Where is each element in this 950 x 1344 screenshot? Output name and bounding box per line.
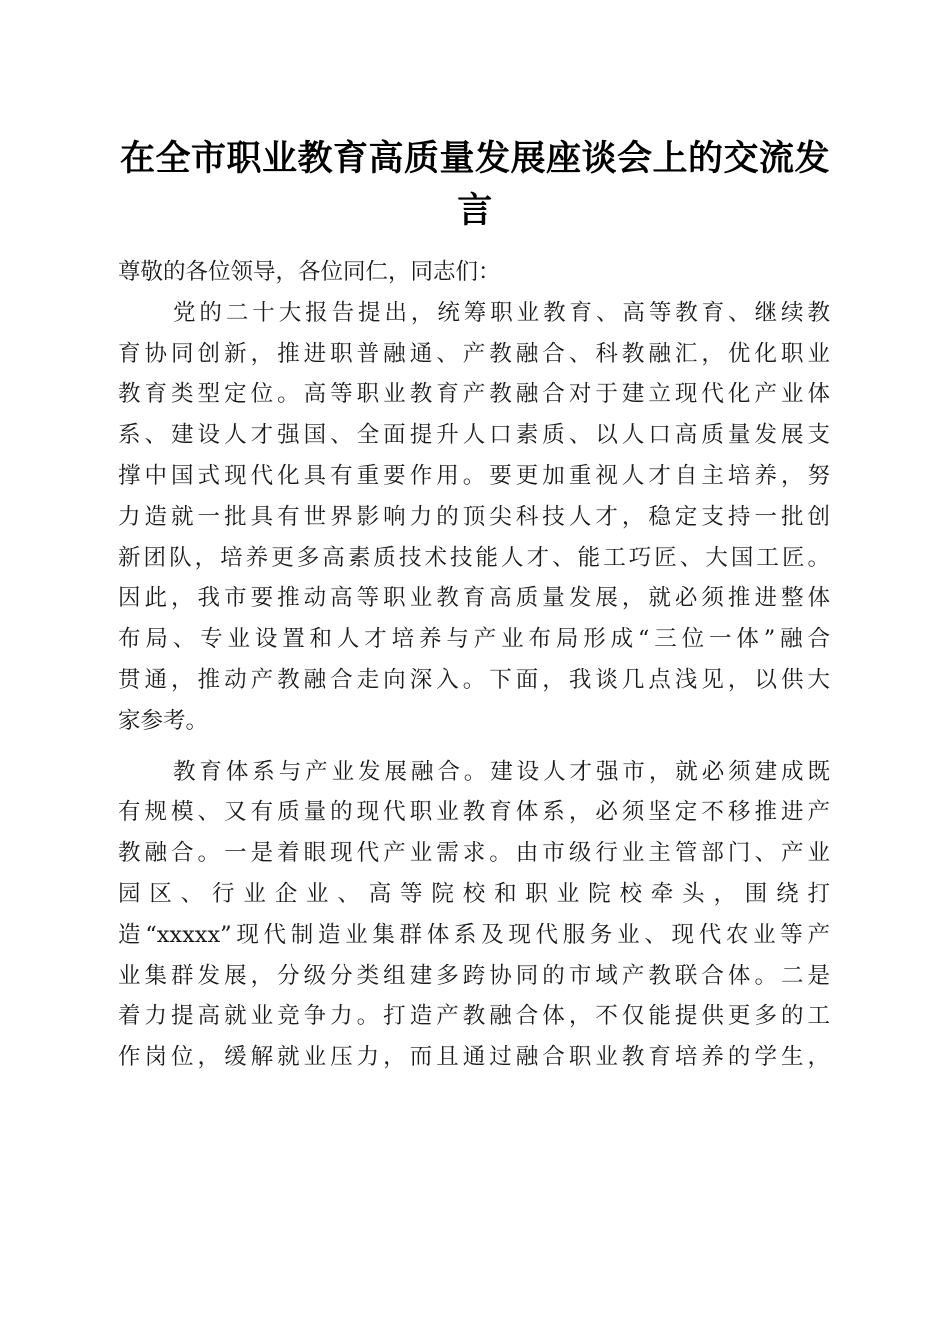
paragraph-line: 力造就一批具有世界影响力的顶尖科技人才，稳定支持一批创 [118,503,830,530]
paragraph-line: 育协同创新，推进职普融通、产教融合、科教融汇，优化职业 [118,340,830,367]
paragraph-line: 撑中国式现代化具有重要作用。要更加重视人才自主培养，努 [118,462,830,489]
paragraph-line: 园区、行业企业、高等院校和职业院校牵头，围绕打 [118,880,830,907]
paragraph-line: 布局、专业设置和人才培养与产业布局形成“三位一体”融合 [118,626,830,653]
paragraph-line: 教育类型定位。高等职业教育产教融合对于建立现代化产业体 [118,381,830,408]
paragraph-line: 新团队，培养更多高素质技术技能人才、能工巧匠、大国工匠。 [118,544,830,571]
document-body [118,252,830,1078]
paragraph-1 [118,293,830,742]
paragraph-line: 系、建设人才强国、全面提升人口素质、以人口高质量发展支 [118,422,830,449]
paragraph-line: 教育体系与产业发展融合。建设人才强市，就必须建成既 [173,758,830,785]
paragraph-2 [118,752,830,1078]
paragraph-line: 家参考。 [118,707,209,734]
paragraph-line: 造“xxxxx”现代制造业集群体系及现代服务业、现代农业等产 [118,921,830,948]
paragraph-line: 因此，我市要推动高等职业教育高质量发展，就必须推进整体 [118,585,830,612]
paragraph-line: 业集群发展，分级分类组建多跨协同的市域产教联合体。二是 [118,962,830,989]
paragraph-line: 着力提高就业竞争力。打造产教融合体，不仅能提供更多的工 [118,1003,830,1030]
paragraph-line: 教融合。一是着眼现代产业需求。由市级行业主管部门、产业 [118,840,830,867]
title-line-2: 言 [457,190,493,231]
document-title [100,133,850,237]
title-line-1: 在全市职业教育高质量发展座谈会上的交流发 [119,138,830,179]
paragraph-line: 有规模、又有质量的现代职业教育体系，必须坚定不移推进产 [118,799,830,826]
paragraph-line: 党的二十大报告提出，统筹职业教育、高等教育、继续教 [173,299,830,326]
salutation: 尊敬的各位领导，各位同仁，同志们： [118,259,501,285]
paragraph-line: 作岗位，缓解就业压力，而且通过融合职业教育培养的学生， [118,1044,830,1071]
paragraph-line: 贯通，推动产教融合走向深入。下面，我谈几点浅见，以供大 [118,666,830,693]
